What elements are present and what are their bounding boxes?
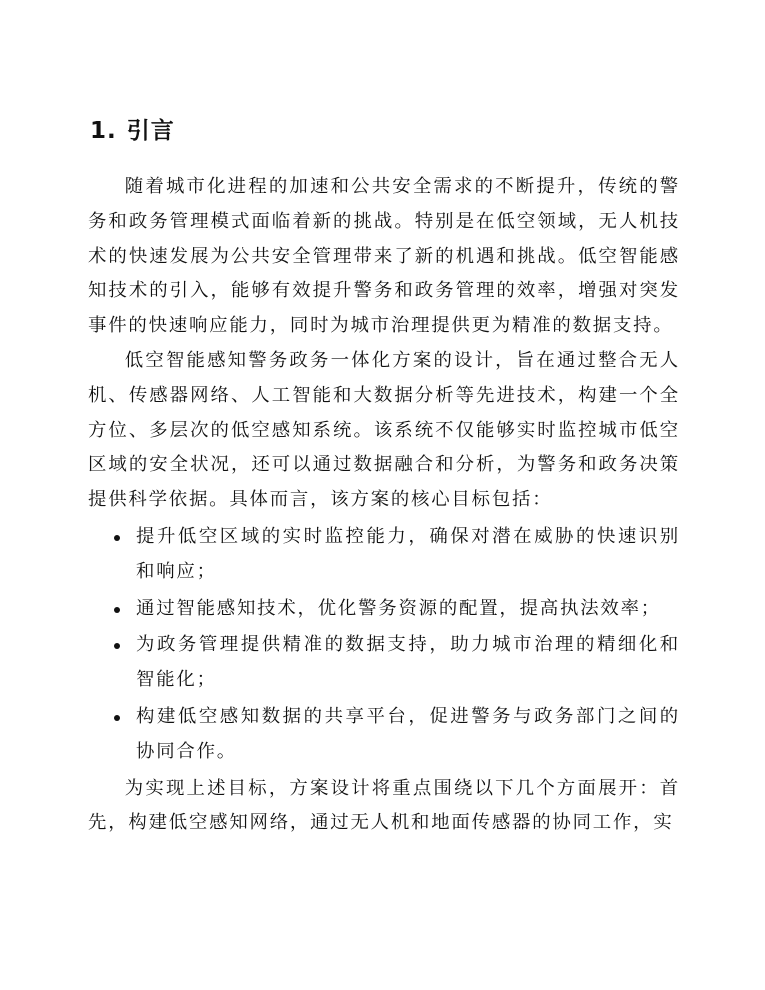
list-item [88,520,680,590]
list-item [88,592,680,627]
bullet-icon [114,715,120,721]
section-heading [90,112,175,145]
section-number: 1. [90,118,117,144]
paragraph-approach: 为实现上述目标，方案设计将重点围绕以下几个方面展开：首先，构建低空感知网络，通过无人机和地面传感器的协同工作，实 [88,777,680,834]
bullet-icon [114,643,120,649]
list-item [88,628,680,698]
list-item-text: 通过智能感知技术，优化警务资源的配置，提高执法效率； [136,597,661,619]
list-item-text: 为政务管理提供精准的数据支持，助力城市治理的精细化和智能化； [136,634,680,691]
paragraph-solution: 低空智能感知警务政务一体化方案的设计，旨在通过整合无人机、传感器网络、人工智能和大数据分析等先进技术，构建一个全方位、多层次的低空感知系统。该系统不仅能够实时监控城市低空区域的安全状况，还可以通过数据融合和分析，为警务和政务决策提供科学依据。具体而言，该方案的核心目标包括： [88,349,680,511]
document-body [88,170,680,841]
bullet-icon [114,535,120,541]
paragraph-intro: 随着城市化进程的加速和公共安全需求的不断提升，传统的警务和政务管理模式面临着新的挑战。特别是在低空领域，无人机技术的快速发展为公共安全管理带来了新的机遇和挑战。低空智能感知技术的引入，能够有效提升警务和政务管理的效率，增强对突发事件的快速响应能力，同时为城市治理提供更为精准的数据支持。 [88,176,680,337]
list-item-text: 构建低空感知数据的共享平台，促进警务与政务部门之间的协同合作。 [136,705,680,762]
bullet-icon [114,607,120,613]
goals-list [88,520,680,770]
list-item-text: 提升低空区域的实时监控能力，确保对潜在威胁的快速识别和响应； [136,525,680,582]
list-item [88,700,680,770]
section-title: 引言 [126,118,175,144]
